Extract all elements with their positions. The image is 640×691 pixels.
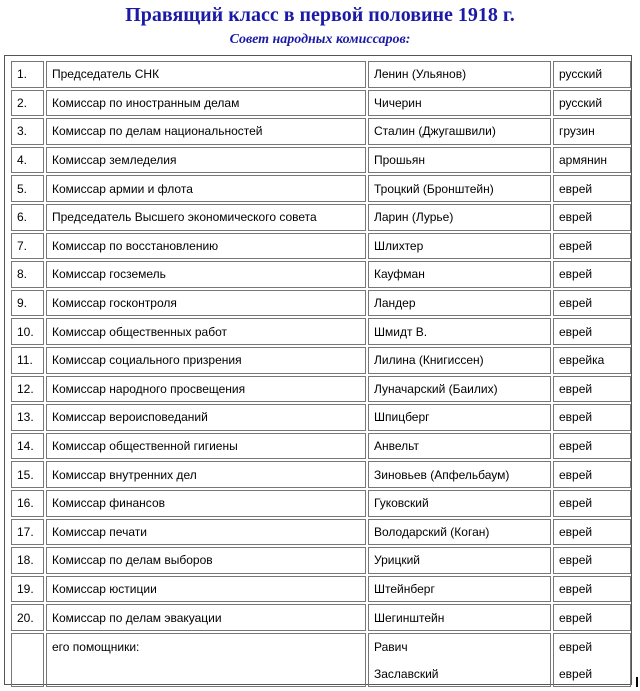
row-name: Ландер	[368, 290, 551, 317]
row-number: 3.	[11, 118, 44, 145]
row-name: Луначарский (Баилих)	[368, 376, 551, 403]
row-post: Комиссар вероисповеданий	[46, 404, 366, 431]
row-name: Анвельт	[368, 433, 551, 460]
row-number: 19.	[11, 576, 44, 603]
row-post: Председатель Высшего экономического совета	[46, 204, 366, 231]
row-name: Шмидт В.	[368, 318, 551, 345]
table-row	[11, 547, 631, 574]
row-post: Комиссар по иностранным делам	[46, 90, 366, 117]
row-number: 4.	[11, 147, 44, 174]
table-row	[11, 519, 631, 546]
row-nationality: еврей	[553, 461, 631, 488]
table-row-assistants	[11, 633, 631, 687]
row-nationality: еврей	[553, 204, 631, 231]
edge-mark	[636, 677, 638, 687]
row-name: Шлихтер	[368, 233, 551, 260]
row-nationality: еврей	[553, 233, 631, 260]
page-subtitle: Совет народных комиссаров:	[229, 32, 411, 47]
row-number: 16.	[11, 490, 44, 517]
row-name: Зиновьев (Апфельбаум)	[368, 461, 551, 488]
row-post: Комиссар по делам выборов	[46, 547, 366, 574]
row-nationality: русский	[553, 61, 631, 88]
row-nationality: грузин	[553, 118, 631, 145]
table-row	[11, 604, 631, 631]
row-name: Чичерин	[368, 90, 551, 117]
row-nationality: еврейка	[553, 347, 631, 374]
row-number: 11.	[11, 347, 44, 374]
row-post: Комиссар госземель	[46, 261, 366, 288]
table-row	[11, 461, 631, 488]
table-row	[11, 147, 631, 174]
table-row	[11, 175, 631, 202]
table-row	[11, 233, 631, 260]
row-nationality: еврей	[553, 175, 631, 202]
row-number: 10.	[11, 318, 44, 345]
row-number: 20.	[11, 604, 44, 631]
table-row	[11, 490, 631, 517]
row-name: Штейнберг	[368, 576, 551, 603]
row-post: Председатель СНК	[46, 61, 366, 88]
row-nationality: еврей	[553, 576, 631, 603]
row-name: Урицкий	[368, 547, 551, 574]
row-post: Комиссар печати	[46, 519, 366, 546]
table-row	[11, 261, 631, 288]
row-number: 7.	[11, 233, 44, 260]
row-number: 5.	[11, 175, 44, 202]
table-row	[11, 318, 631, 345]
table-row	[11, 118, 631, 145]
row-name: Гуковский	[368, 490, 551, 517]
row-post: Комиссар армии и флота	[46, 175, 366, 202]
row-name: Троцкий (Бронштейн)	[368, 175, 551, 202]
row-nationality: еврей	[553, 404, 631, 431]
table-row	[11, 347, 631, 374]
row-number: 14.	[11, 433, 44, 460]
row-nationality: армянин	[553, 147, 631, 174]
row-number: 8.	[11, 261, 44, 288]
row-post: Комиссар по делам национальностей	[46, 118, 366, 145]
row-post: Комиссар социального призрения	[46, 347, 366, 374]
assistant-nationality: еврей	[559, 666, 593, 681]
row-nationality: еврей	[553, 318, 631, 345]
table-body	[11, 61, 631, 687]
row-post: Комиссар госконтроля	[46, 290, 366, 317]
table-row	[11, 90, 631, 117]
row-nationality: еврей	[553, 261, 631, 288]
row-post: Комиссар общественной гигиены	[46, 433, 366, 460]
row-number: 9.	[11, 290, 44, 317]
row-post: Комиссар юстиции	[46, 576, 366, 603]
assistant-name: Равич	[374, 639, 408, 654]
row-name: Кауфман	[368, 261, 551, 288]
row-name: Ленин (Ульянов)	[368, 61, 551, 88]
row-nationality: еврей	[553, 433, 631, 460]
row-post: Комиссар по восстановлению	[46, 233, 366, 260]
row-number: 6.	[11, 204, 44, 231]
table-row	[11, 290, 631, 317]
row-post: Комиссар внутренних дел	[46, 461, 366, 488]
row-name: Лилина (Книгиссен)	[368, 347, 551, 374]
row-post: Комиссар народного просвещения	[46, 376, 366, 403]
table-row	[11, 61, 631, 88]
row-post: Комиссар общественных работ	[46, 318, 366, 345]
assistant-nationality: еврей	[559, 639, 593, 654]
row-post: Комиссар земледелия	[46, 147, 366, 174]
row-name: Сталин (Джугашвили)	[368, 118, 551, 145]
table-row	[11, 204, 631, 231]
row-name: Ларин (Лурье)	[368, 204, 551, 231]
table-row	[11, 404, 631, 431]
row-number: 13.	[11, 404, 44, 431]
row-name: Шпицберг	[368, 404, 551, 431]
assistants-names	[368, 633, 551, 687]
row-nationality: еврей	[553, 490, 631, 517]
row-name: Володарский (Коган)	[368, 519, 551, 546]
row-number: 17.	[11, 519, 44, 546]
row-number: 2.	[11, 90, 44, 117]
row-number: 18.	[11, 547, 44, 574]
row-name: Прошьян	[368, 147, 551, 174]
commissars-table	[9, 59, 633, 689]
table-row	[11, 576, 631, 603]
row-nationality: еврей	[553, 290, 631, 317]
row-number: 1.	[11, 61, 44, 88]
row-nationality: еврей	[553, 519, 631, 546]
table-row	[11, 433, 631, 460]
row-number	[11, 633, 44, 687]
row-nationality: еврей	[553, 604, 631, 631]
table-row	[11, 376, 631, 403]
row-number: 12.	[11, 376, 44, 403]
row-number: 15.	[11, 461, 44, 488]
assistant-name: Заславский	[374, 666, 439, 681]
row-name: Шегинштейн	[368, 604, 551, 631]
assistants-label: его помощники:	[46, 633, 366, 687]
row-post: Комиссар по делам эвакуации	[46, 604, 366, 631]
row-nationality: русский	[553, 90, 631, 117]
row-nationality: еврей	[553, 376, 631, 403]
assistants-nationalities	[553, 633, 631, 687]
row-nationality: еврей	[553, 547, 631, 574]
row-post: Комиссар финансов	[46, 490, 366, 517]
page-title: Правящий класс в первой половине 1918 г.	[125, 4, 515, 26]
